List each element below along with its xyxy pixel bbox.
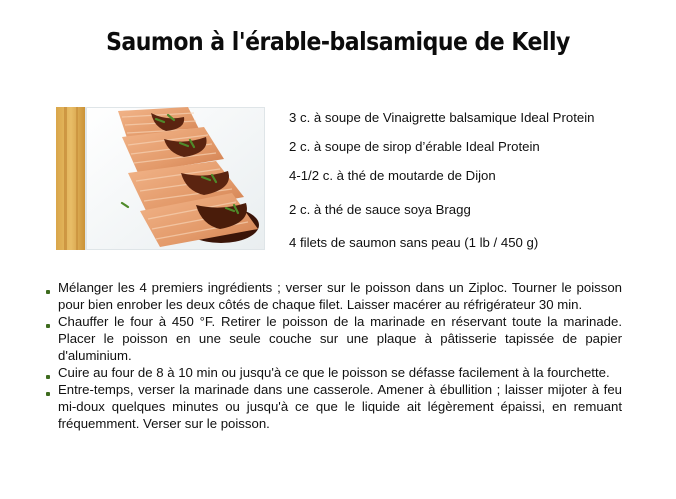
bullet-icon xyxy=(46,290,50,294)
bullet-icon xyxy=(46,324,50,328)
recipe-title: Saumon à l'érable-balsamique de Kelly xyxy=(106,28,570,57)
salmon-photo xyxy=(56,107,265,250)
instruction-text: Mélanger les 4 premiers ingrédients ; verser sur le poisson dans un Ziploc. Tourner le poisson pour bien enrober les deux côtés de chaque filet. Laisser macérer au réfrigérateur 30 min. xyxy=(58,280,622,312)
salmon-fillets-image xyxy=(56,107,265,250)
ingredient-item: 4 filets de saumon sans peau (1 lb / 450 g) xyxy=(289,235,539,250)
ingredient-item: 3 c. à soupe de Vinaigrette balsamique Ideal Protein xyxy=(289,110,595,125)
instruction-text: Cuire au four de 8 à 10 min ou jusqu'à ce que le poisson se défasse facilement à la fourchette. xyxy=(58,365,610,380)
instruction-text: Entre-temps, verser la marinade dans une casserole. Amener à ébullition ; laisser mijoter à feu mi-doux quelques minutes ou jusqu'à ce que le liquide ait légèrement épaissi, en remuant fréquemment. Verser sur le poisson. xyxy=(58,382,622,431)
ingredient-item: 4-1/2 c. à thé de moutarde de Dijon xyxy=(289,168,496,183)
bullet-icon xyxy=(46,392,50,396)
instruction-list xyxy=(48,279,622,432)
ingredient-item: 2 c. à thé de sauce soya Bragg xyxy=(289,202,471,217)
instruction-step xyxy=(48,381,622,432)
instruction-step xyxy=(48,279,622,313)
instruction-step xyxy=(48,313,622,364)
ingredient-item: 2 c. à soupe de sirop d’érable Ideal Protein xyxy=(289,139,540,154)
instruction-text: Chauffer le four à 450 °F. Retirer le poisson de la marinade en réservant toute la marinade. Placer le poisson en une seule couche sur une plaque à pâtisserie tapissée de papier d'aluminium. xyxy=(58,314,622,363)
instruction-step xyxy=(48,364,622,381)
bullet-icon xyxy=(46,375,50,379)
